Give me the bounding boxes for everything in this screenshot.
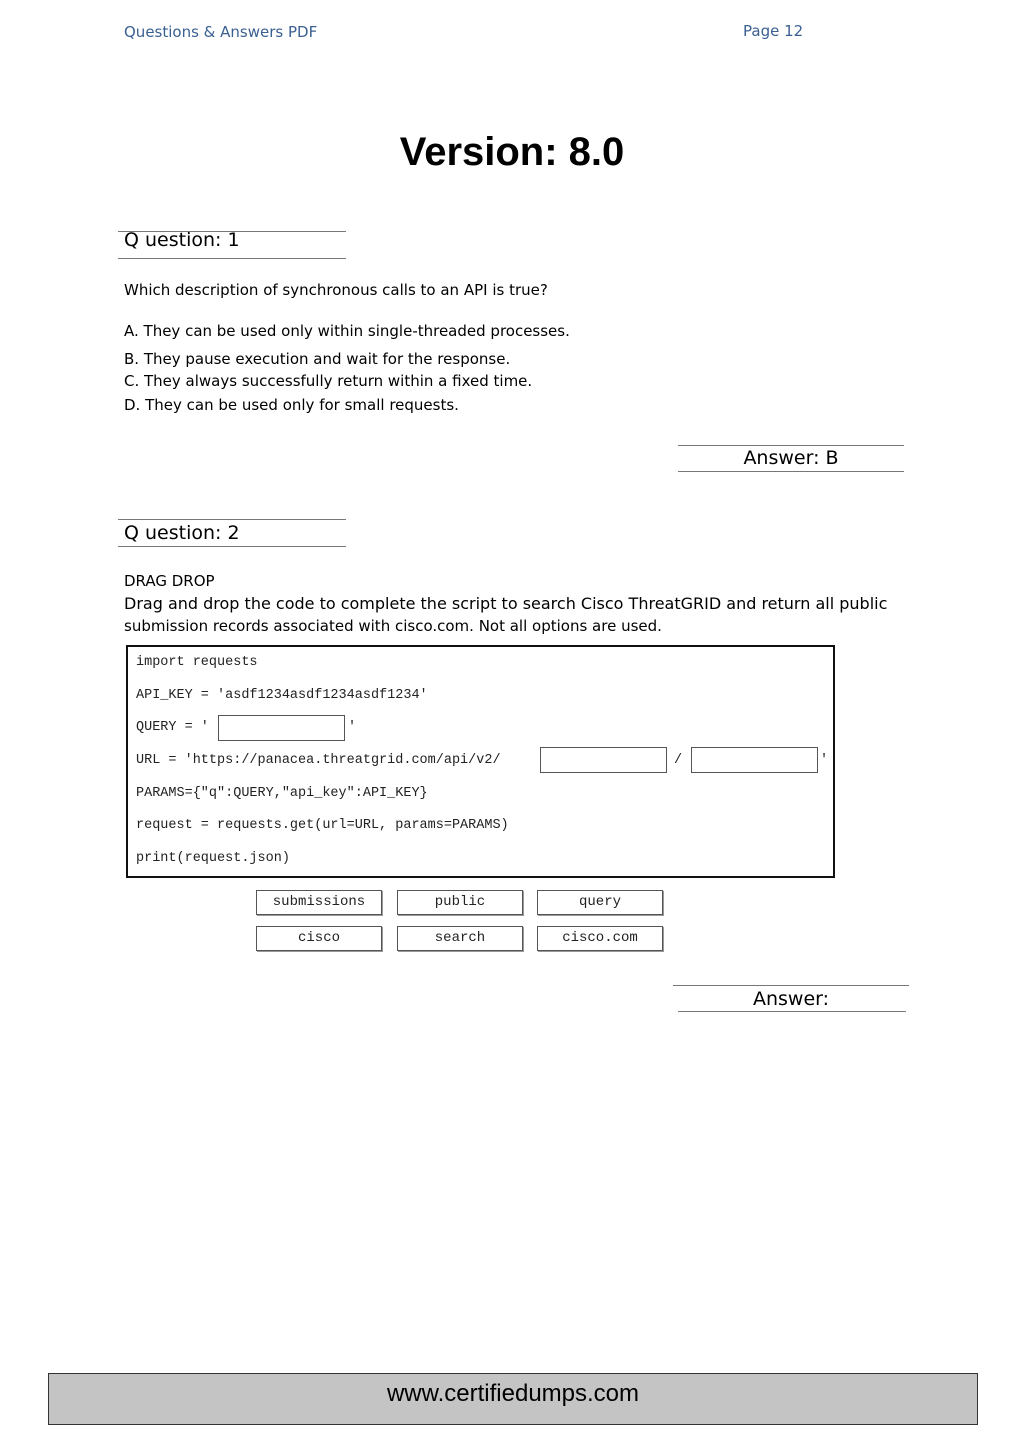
code-line-url-suffix: ': [820, 753, 829, 768]
drag-option-submissions[interactable]: submissions: [256, 890, 382, 915]
version-title: Version: 8.0: [399, 130, 625, 174]
drag-option-query[interactable]: query: [537, 890, 663, 915]
code-line-url-prefix: URL = 'https://panacea.threatgrid.com/api/v2/: [136, 753, 501, 768]
drag-option-search[interactable]: search: [397, 926, 523, 951]
code-line-url-separator: /: [674, 753, 683, 768]
question-1-option-c: C. They always successfully return within a fixed time.: [124, 372, 533, 390]
header-title: Questions & Answers PDF: [124, 23, 318, 41]
question-2-text-line-2: submission records associated with cisco.com. Not all options are used.: [124, 617, 662, 635]
question-1-text: Which description of synchronous calls to an API is true?: [124, 281, 548, 299]
drag-option-cisco[interactable]: cisco: [256, 926, 382, 951]
drag-option-public[interactable]: public: [397, 890, 523, 915]
page-number: Page 12: [743, 22, 804, 40]
code-line-request: request = requests.get(url=URL, params=PARAMS): [136, 818, 509, 833]
question-1-option-b: B. They pause execution and wait for the response.: [124, 350, 511, 368]
code-line-params: PARAMS={"q":QUERY,"api_key":API_KEY}: [136, 786, 428, 801]
question-1-answer: Answer: B: [678, 445, 904, 472]
question-2-type: DRAG DROP: [124, 572, 215, 590]
question-1-label: Q uestion: 1: [124, 229, 240, 251]
answer-2-top-rule: [673, 985, 909, 986]
drag-option-cisco-com[interactable]: cisco.com: [537, 926, 663, 951]
footer-bar: [48, 1373, 978, 1425]
code-line-api-key: API_KEY = 'asdf1234asdf1234asdf1234': [136, 688, 428, 703]
query-drop-slot[interactable]: [218, 715, 345, 741]
code-line-query-suffix: ': [348, 720, 357, 735]
question-1-option-a: A. They can be used only within single-threaded processes.: [124, 322, 570, 340]
code-line-print: print(request.json): [136, 851, 290, 866]
question-1-option-d: D. They can be used only for small requests.: [124, 396, 459, 414]
url-drop-slot-1[interactable]: [540, 747, 667, 773]
code-line-import: import requests: [136, 655, 258, 670]
question-2-answer: Answer:: [752, 988, 830, 1010]
url-drop-slot-2[interactable]: [691, 747, 818, 773]
code-line-query-prefix: QUERY = ': [136, 720, 209, 735]
question-2-label: Q uestion: 2: [124, 522, 240, 544]
footer-url[interactable]: www.certifiedumps.com: [386, 1380, 640, 1407]
question-2-text-line-1: Drag and drop the code to complete the script to search Cisco ThreatGRID and return all public: [124, 594, 888, 613]
